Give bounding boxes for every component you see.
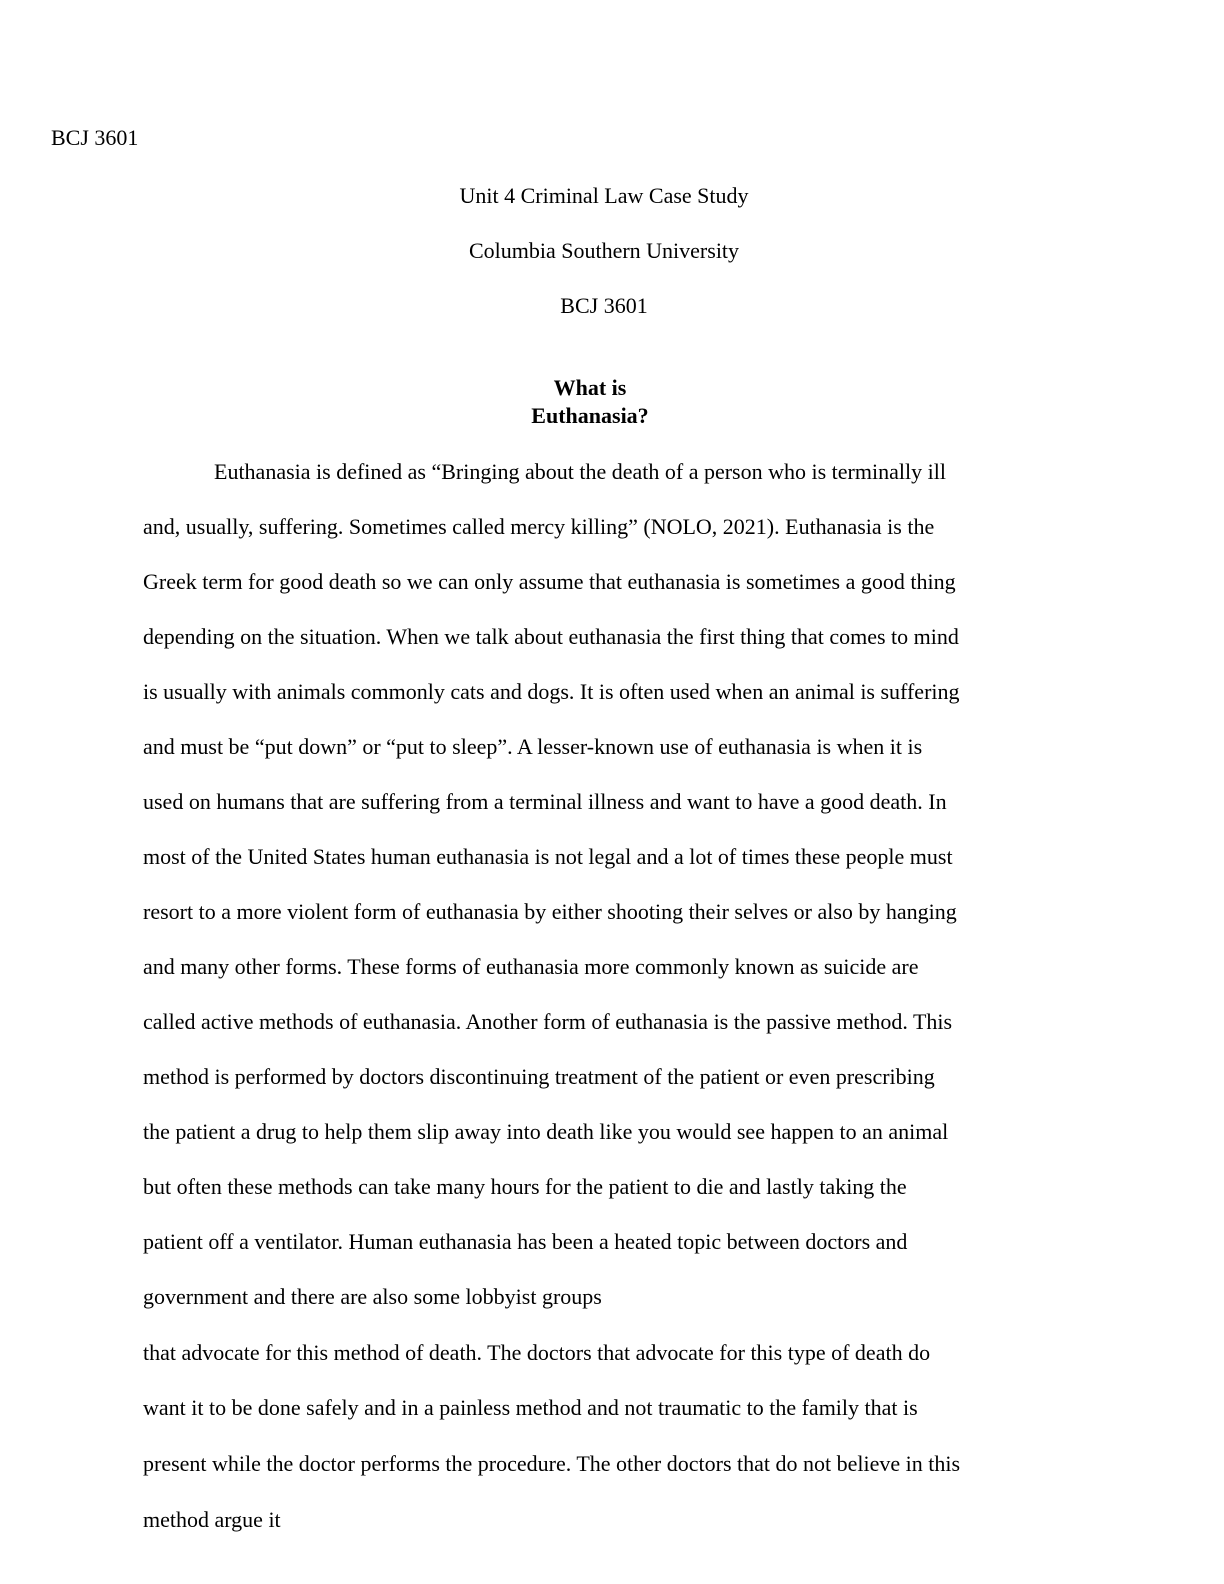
body-line: is usually with animals commonly cats and dogs. It is often used when an animal is suffering bbox=[143, 679, 960, 704]
body-line: Greek term for good death so we can only assume that euthanasia is sometimes a good thing bbox=[143, 569, 956, 594]
institution-name: Columbia Southern University bbox=[468, 238, 740, 263]
body-line: and, usually, suffering. Sometimes called mercy killing” (NOLO, 2021). Euthanasia is the bbox=[143, 514, 935, 539]
body-line: most of the United States human euthanasia is not legal and a lot of times these people must bbox=[143, 844, 953, 869]
body-line: present while the doctor performs the procedure. The other doctors that do not believe in this bbox=[143, 1451, 961, 1476]
body-line: government and there are also some lobbyist groups bbox=[143, 1284, 602, 1309]
body-line: used on humans that are suffering from a terminal illness and want to have a good death. In bbox=[143, 789, 947, 814]
section-heading-line-2: Euthanasia? bbox=[531, 403, 649, 428]
paper-title: Unit 4 Criminal Law Case Study bbox=[459, 183, 749, 208]
body-line: and must be “put down” or “put to sleep”. A lesser-known use of euthanasia is when it is bbox=[143, 734, 923, 759]
body-line: patient off a ventilator. Human euthanasia has been a heated topic between doctors and bbox=[143, 1229, 908, 1254]
course-code: BCJ 3601 bbox=[560, 293, 648, 318]
body-line: depending on the situation. When we talk about euthanasia the first thing that comes to mind bbox=[143, 624, 959, 649]
course-header: BCJ 3601 bbox=[51, 125, 139, 150]
section-heading-line-1: What is bbox=[553, 375, 627, 400]
body-line: method argue it bbox=[143, 1507, 281, 1532]
body-line: but often these methods can take many hours for the patient to die and lastly taking the bbox=[143, 1174, 907, 1199]
body-line: method is performed by doctors discontinuing treatment of the patient or even prescribing bbox=[143, 1064, 935, 1089]
body-line: resort to a more violent form of euthanasia by either shooting their selves or also by hanging bbox=[143, 899, 957, 924]
body-line: want it to be done safely and in a painless method and not traumatic to the family that is bbox=[143, 1395, 918, 1420]
body-line: and many other forms. These forms of euthanasia more commonly known as suicide are bbox=[143, 954, 919, 979]
body-line: that advocate for this method of death. The doctors that advocate for this type of death do bbox=[143, 1340, 931, 1365]
body-line: the patient a drug to help them slip away into death like you would see happen to an animal bbox=[143, 1119, 949, 1144]
body-line: Euthanasia is defined as “Bringing about the death of a person who is terminally ill bbox=[214, 459, 946, 484]
body-line: called active methods of euthanasia. Another form of euthanasia is the passive method. This bbox=[143, 1009, 953, 1034]
